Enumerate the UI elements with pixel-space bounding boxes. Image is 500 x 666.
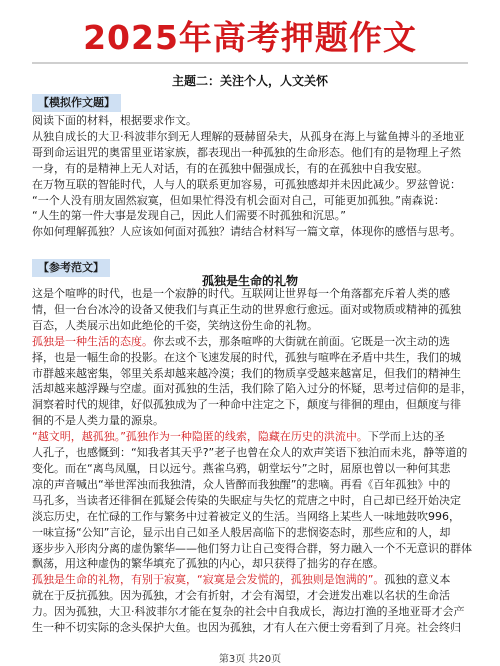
essay-text: 你去或不去，那条喧哗的大街就在前面。它既是一次主动的选 xyxy=(153,334,450,348)
essay-text: 逐步步入形肉分离的虚伪繁华——他们努力让自己变得合群，努力融入一个不无意识的群体 xyxy=(32,541,472,555)
essay-line xyxy=(32,286,472,302)
prompt-line: 从独自成长的大卫·科波菲尔到无人理解的聂赫留朵夫，从孤身在海上与鲨鱼搏斗的圣地亚 xyxy=(32,129,465,143)
essay-line xyxy=(32,445,472,461)
essay-text: 徊的不是人类力量的源泉。 xyxy=(32,414,164,428)
prompt-line: 哥到命运诅咒的奥雷里亚诺家族，都表现出一种孤独的生命形态。他们有的是物理上孑然 xyxy=(32,145,461,159)
essay-text-block xyxy=(32,286,472,636)
theme-subtitle: 主题二：关注个人，人文关怀 xyxy=(171,74,328,88)
prompt-line: 阅读下面的材料，根据要求作文。 xyxy=(32,114,197,127)
essay-text: 择，也是一幅生命的投影。在这个飞速发展的时代，孤独与喧哗在矛盾中共生，我们的城 xyxy=(32,350,461,364)
title-divider xyxy=(32,62,468,64)
essay-text: 这是个喧哗的时代，也是一个寂静的时代。互联网让世界每一个角落都充斥着人类的感 xyxy=(32,287,450,300)
essay-text: 下学而上达的圣 xyxy=(367,430,445,444)
essay-line xyxy=(32,366,472,382)
prompt-line: “一个人没有朋友固然寂寞，但如果忙得没有机会面对自己，可能更加孤独。”南森说： xyxy=(32,193,445,207)
essay-line xyxy=(32,397,472,413)
essay-text: 马孔多，当读者还徘徊在狐疑会传染的失眠症与失忆的荒唐之中时，自己却已经开始决定 xyxy=(32,493,461,507)
essay-line xyxy=(32,572,472,588)
essay-line xyxy=(32,318,472,334)
essay-text: 飘荡，用这种虚伪的繁华填充了孤独的内心，却只获得了拙劣的存在感。 xyxy=(32,557,384,571)
essay-text: 孤独的意义本 xyxy=(384,573,451,587)
page-title: 2025年高考押题作文 xyxy=(83,18,417,57)
section-tag-prompt: 【模拟作文题】 xyxy=(32,94,121,112)
essay-line xyxy=(32,620,472,636)
essay-text: 情，但一台台冰冷的设备又使我们与真正生动的世界愈行愈远。面对或物质或精神的孤独 xyxy=(32,302,461,316)
essay-line xyxy=(32,477,472,493)
essay-line xyxy=(32,556,472,572)
page-indicator: 第3页 共20页 xyxy=(218,654,282,665)
prompt-text-block xyxy=(32,113,472,240)
essay-text: 百态，人类展示出如此绝伦的千姿，笑纳这份生命的礼物。 xyxy=(32,318,318,332)
essay-text: 一味宣扬“公知”言论，显示出自己如圣人般居高临下的悲悯姿态时，那些应和的人，却 xyxy=(32,525,451,539)
prompt-line: 一身，有的是精神上无人对话，有的在孤独中倔强成长，有的在孤独中自我安慰。 xyxy=(32,161,428,175)
essay-text: 力。因为孤独，大卫·科波菲尔才能在复杂的社会中自我成长，海边打渔的圣地亚哥才会产 xyxy=(32,605,465,619)
essay-title: 孤独是生命的礼物 xyxy=(201,274,298,288)
essay-line xyxy=(32,493,472,509)
essay-line xyxy=(32,302,472,318)
essay-line xyxy=(32,429,472,445)
section-tag-sample: 【参考范文】 xyxy=(32,259,110,277)
essay-text: 就在于反抗孤独。因为孤独，才会有折射，才会有渴望，才会迸发出难以名状的生命活 xyxy=(32,589,450,603)
essay-line xyxy=(32,541,472,557)
essay-text: 洞察着时代的规律，好似孤独成为了一种命中注定之下，颠度与徘徊的理由，但颠度与徘 xyxy=(32,398,461,412)
essay-line xyxy=(32,588,472,604)
essay-text: 凉的声音喊出“举世浑浊而我独清，众人皆醉而我独醒”的悲嘀。再看《百年孤独》中的 xyxy=(32,477,451,491)
essay-line xyxy=(32,525,472,541)
highlighted-thesis: 孤独是生命的礼物，有别于寂寞，“寂寞是会发慌的，孤独则是饱满的”。 xyxy=(32,573,385,587)
essay-line xyxy=(32,381,472,397)
essay-line xyxy=(32,413,472,429)
essay-text: 变化。而在“离鸟凤凰，日以远兮。燕雀乌鸦，朝堂坛兮”之时，屈原也曾以一种何其悲 xyxy=(32,461,451,475)
essay-line xyxy=(32,461,472,477)
highlighted-thesis: 孤独是一种生活的态度。 xyxy=(32,334,153,348)
highlighted-thesis: “越文明，越孤独。”孤独作为一种隐匿的线索，隐藏在历史的洪流中。 xyxy=(32,430,368,444)
prompt-line: 在万物互联的智能时代，人与人的联系更加容易，可孤独感却并未因此减少。罗兹曾说： xyxy=(32,177,461,191)
prompt-line: “人生的第一件大事是发现自己，因此人们需要不时孤独和沉思。” xyxy=(32,209,346,223)
essay-text: 淡忘历史，在忙碌的工作与繁务中过着被定义的生活。当网络上某些人一味地鼓吹996， xyxy=(32,509,460,523)
essay-text: 人孔子，也感慨到：“知我者其天乎?”老子也曾在众人的欢声笑语下独泊而未兆，静等道的 xyxy=(32,446,468,460)
essay-line xyxy=(32,334,472,350)
essay-line xyxy=(32,350,472,366)
prompt-line: 你如何理解孤独？人应该如何面对孤独？请结合材料写一篇文章，体现你的感悟与思考。 xyxy=(32,225,461,239)
essay-text: 市群越来越密集，邻里关系却越来越冷漠；我们的物质享受越来越富足，但我们的精神生 xyxy=(32,366,461,380)
essay-text: 活却越来越浮躁与空虚。面对孤独的生活，我们除了陷入过分的怀疑，思考过信仰的是非， xyxy=(32,382,472,396)
essay-line xyxy=(32,604,472,620)
essay-line xyxy=(32,509,472,525)
essay-text: 生一种不切实际的念头保护大鱼。也因为孤独，才有人在六便士旁看到了月亮。社会终归 xyxy=(32,621,461,635)
